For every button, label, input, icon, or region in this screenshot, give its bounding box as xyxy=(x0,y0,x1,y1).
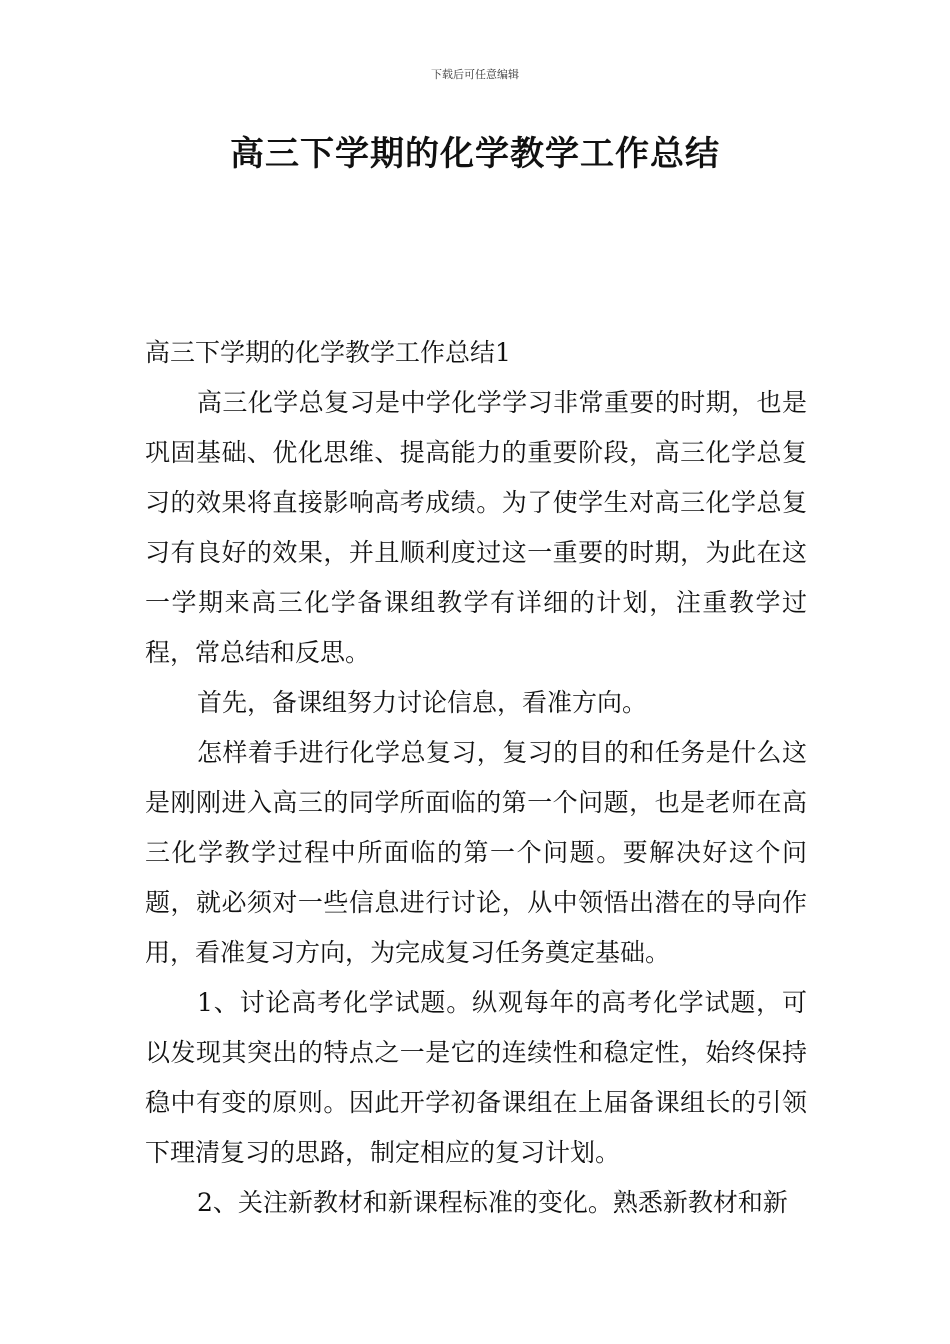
document-body xyxy=(145,328,807,1228)
document-title: 高三下学期的化学教学工作总结 xyxy=(230,134,720,174)
paragraph-5: 2、关注新教材和新课程标准的变化。熟悉新教材和新 xyxy=(197,1188,788,1217)
section-heading: 高三下学期的化学教学工作总结1 xyxy=(145,338,511,367)
paragraph-3: 怎样着手进行化学总复习，复习的目的和任务是什么这是刚刚进入高三的同学所面临的第一个问题，也是老师在高三化学教学过程中所面临的第一个问题。要解决好这个问题，就必须对一些信息进行讨论，从中领悟出潜在的导向作用，看准复习方向，为完成复习任务奠定基础。 xyxy=(145,738,807,967)
paragraph-2: 首先，备课组努力讨论信息，看准方向。 xyxy=(197,688,648,717)
header-note: 下载后可任意编辑 xyxy=(431,68,519,81)
paragraph-1: 高三化学总复习是中学化学学习非常重要的时期，也是巩固基础、优化思维、提高能力的重要阶段，高三化学总复习的效果将直接影响高考成绩。为了使学生对高三化学总复习有良好的效果，并且顺利度过这一重要的时期，为此在这一学期来高三化学备课组教学有详细的计划，注重教学过程，常总结和反思。 xyxy=(145,388,807,667)
paragraph-4: 1、讨论高考化学试题。纵观每年的高考化学试题，可以发现其突出的特点之一是它的连续性和稳定性，始终保持稳中有变的原则。因此开学初备课组在上届备课组长的引领下理清复习的思路，制定相应的复习计划。 xyxy=(145,988,807,1167)
